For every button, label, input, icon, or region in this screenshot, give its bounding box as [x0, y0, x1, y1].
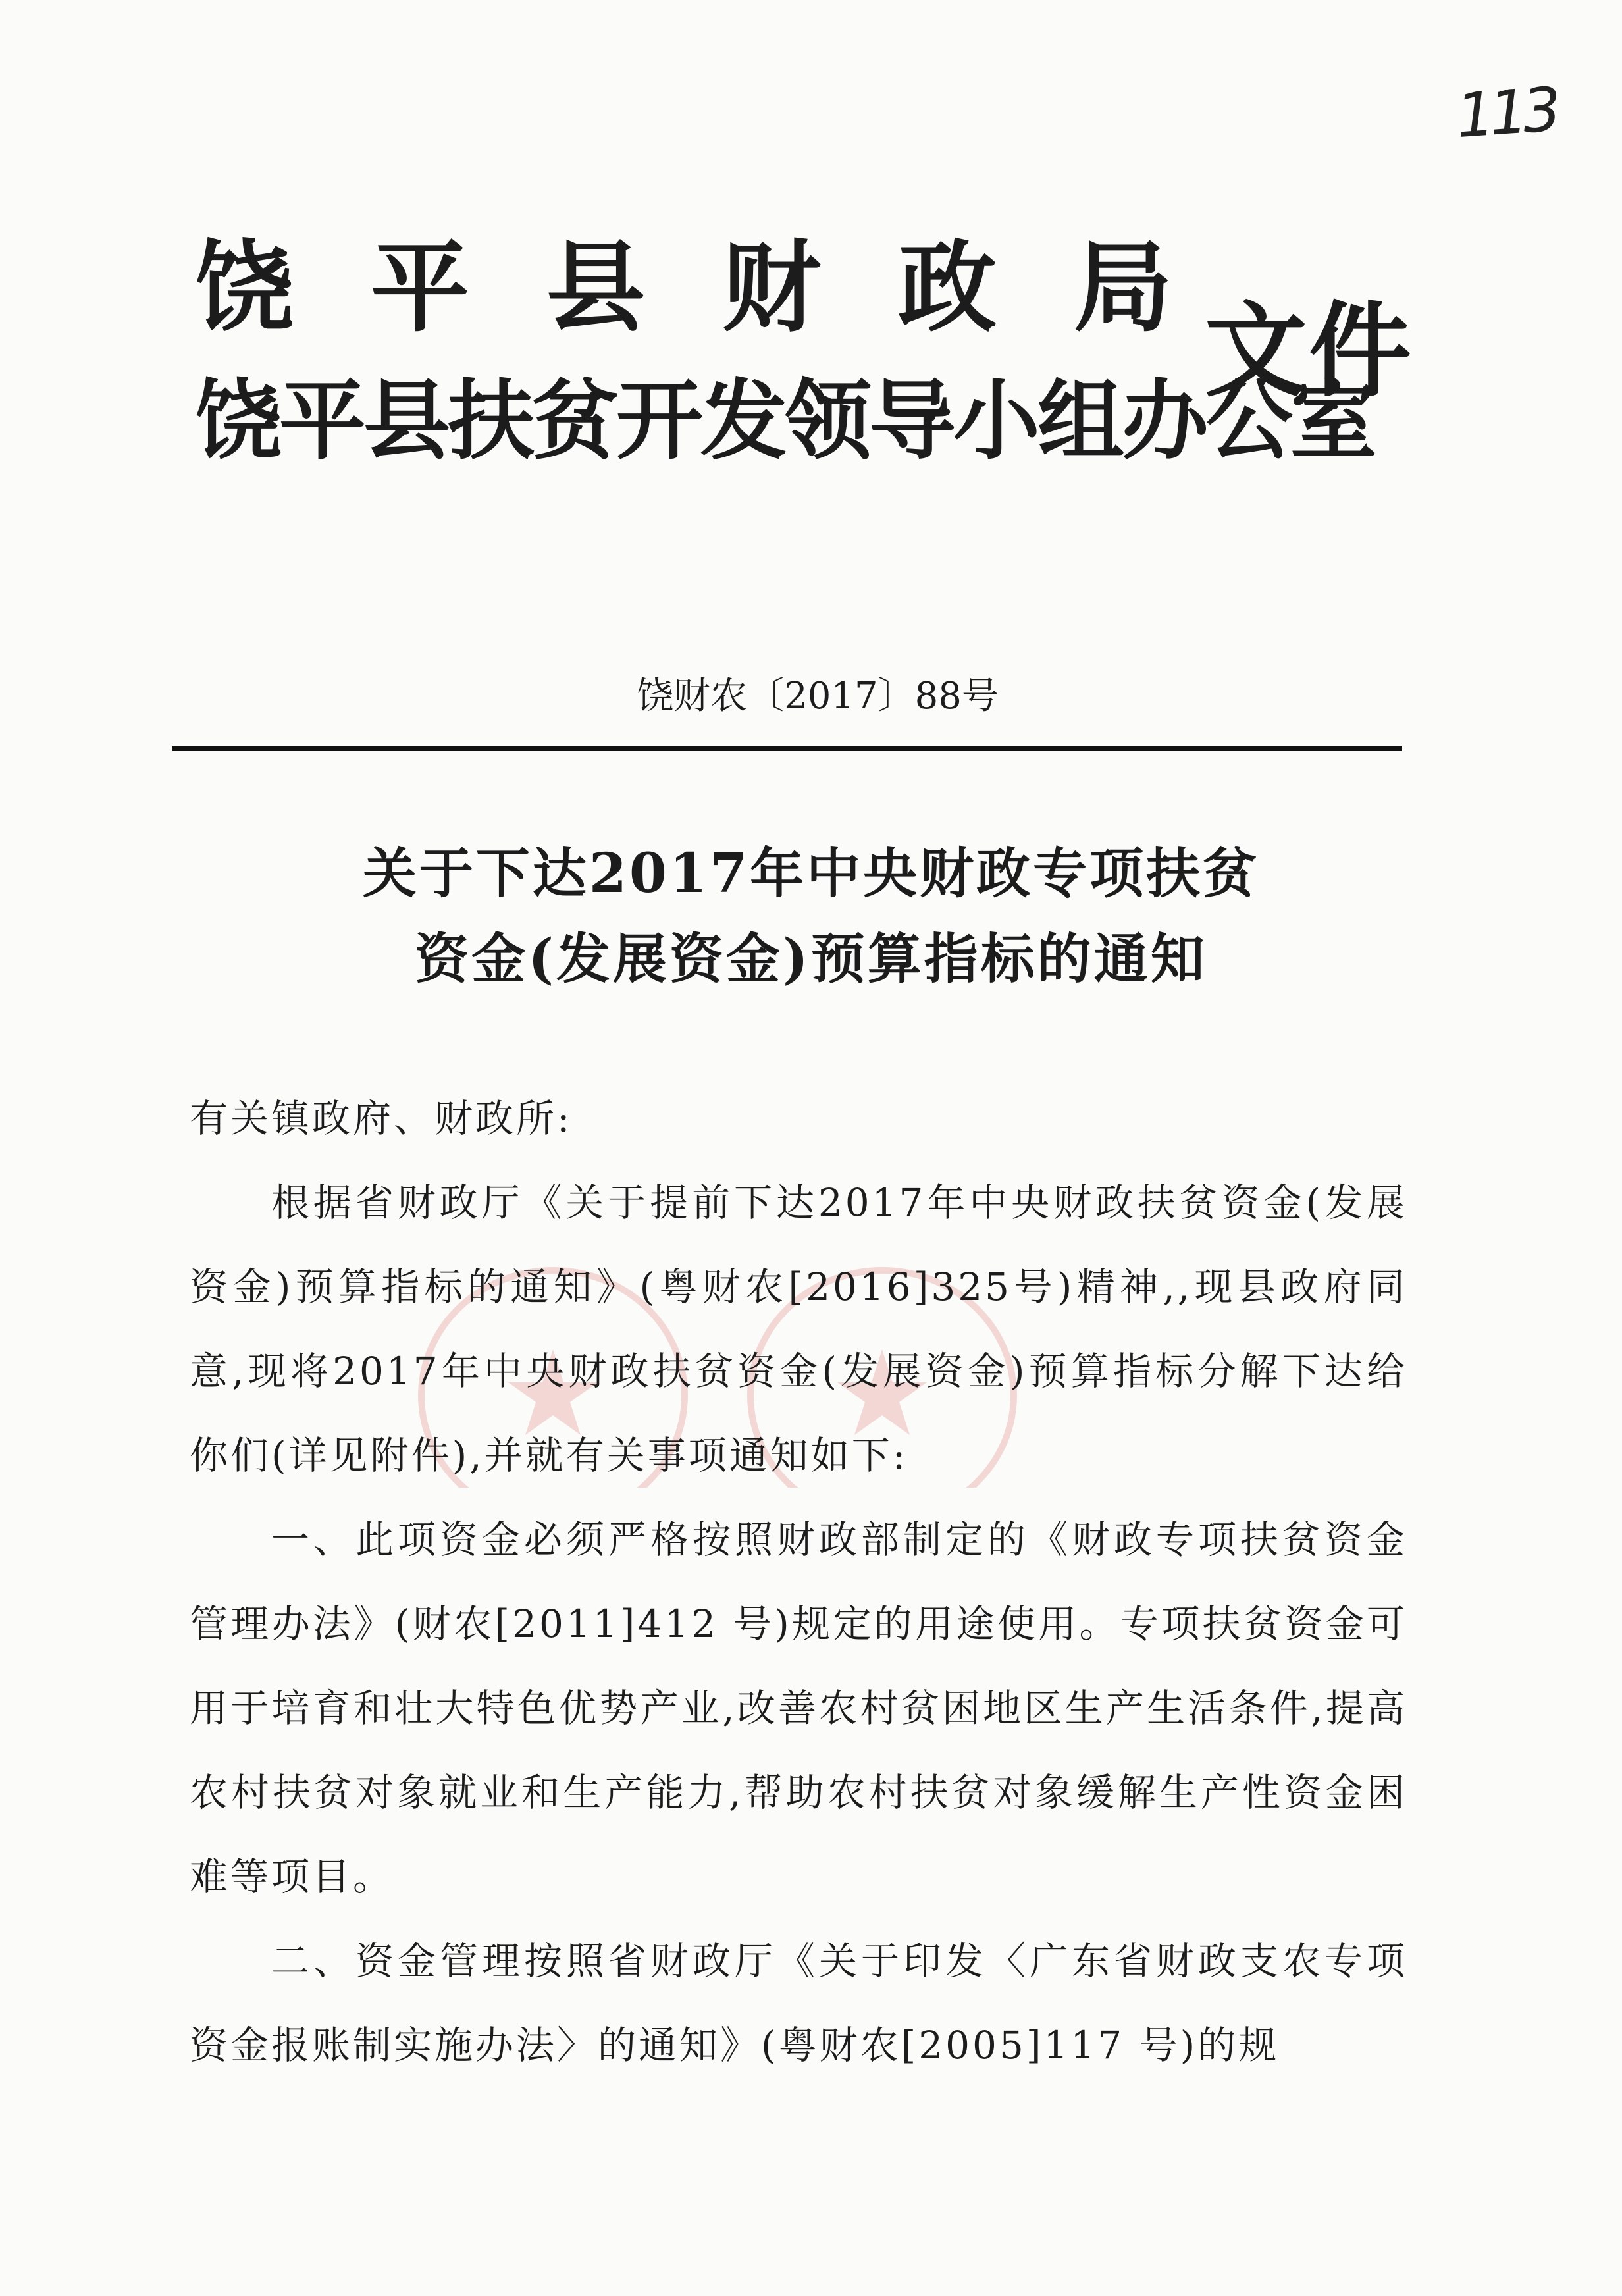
- issuer-line-1: 饶 平 县 财 政 局: [195, 231, 1172, 346]
- title-line-2: 资金(发展资金)预算指标的通知: [415, 927, 1207, 991]
- body-paragraph-3: 二、资金管理按照省财政厅《关于印发〈广东省财政支农专项资金报账制实施办法〉的通知》(粤财农[2005]117 号)的规: [190, 1939, 1407, 2068]
- salutation: 有关镇政府、财政所:: [190, 1096, 573, 1141]
- header-divider: [172, 746, 1402, 751]
- document-number: 饶财农〔2017〕88号: [637, 675, 999, 718]
- document-body: [190, 1076, 1407, 2087]
- body-paragraph-2: 一、此项资金必须严格按照财政部制定的《财政专项扶贫资金管理办法》(财农[2011]412 号)规定的用途使用。专项扶贫资金可用于培育和壮大特色优势产业,改善农村贫困地区生产生活条件,提高农村扶贫对象就业和生产能力,帮助农村扶贫对象缓解生产性资金困难等项目。: [190, 1517, 1407, 1899]
- doc-type-label: 文件: [1205, 291, 1413, 411]
- body-paragraph-1: 根据省财政厅《关于提前下达2017年中央财政扶贫资金(发展资金)预算指标的通知》(粤财农[2016]325号)精神,,现县政府同意,现将2017年中央财政扶贫资金(发展资金)预算指标分解下达给你们(详见附件),并就有关事项通知如下:: [190, 1180, 1407, 1478]
- page-number: 113: [1453, 74, 1559, 152]
- title-line-1: 关于下达2017年中央财政专项扶贫: [362, 842, 1260, 905]
- document-title: [0, 831, 1622, 1002]
- issuer-line-2: 饶平县扶贫开发领导小组办公室: [195, 371, 1374, 472]
